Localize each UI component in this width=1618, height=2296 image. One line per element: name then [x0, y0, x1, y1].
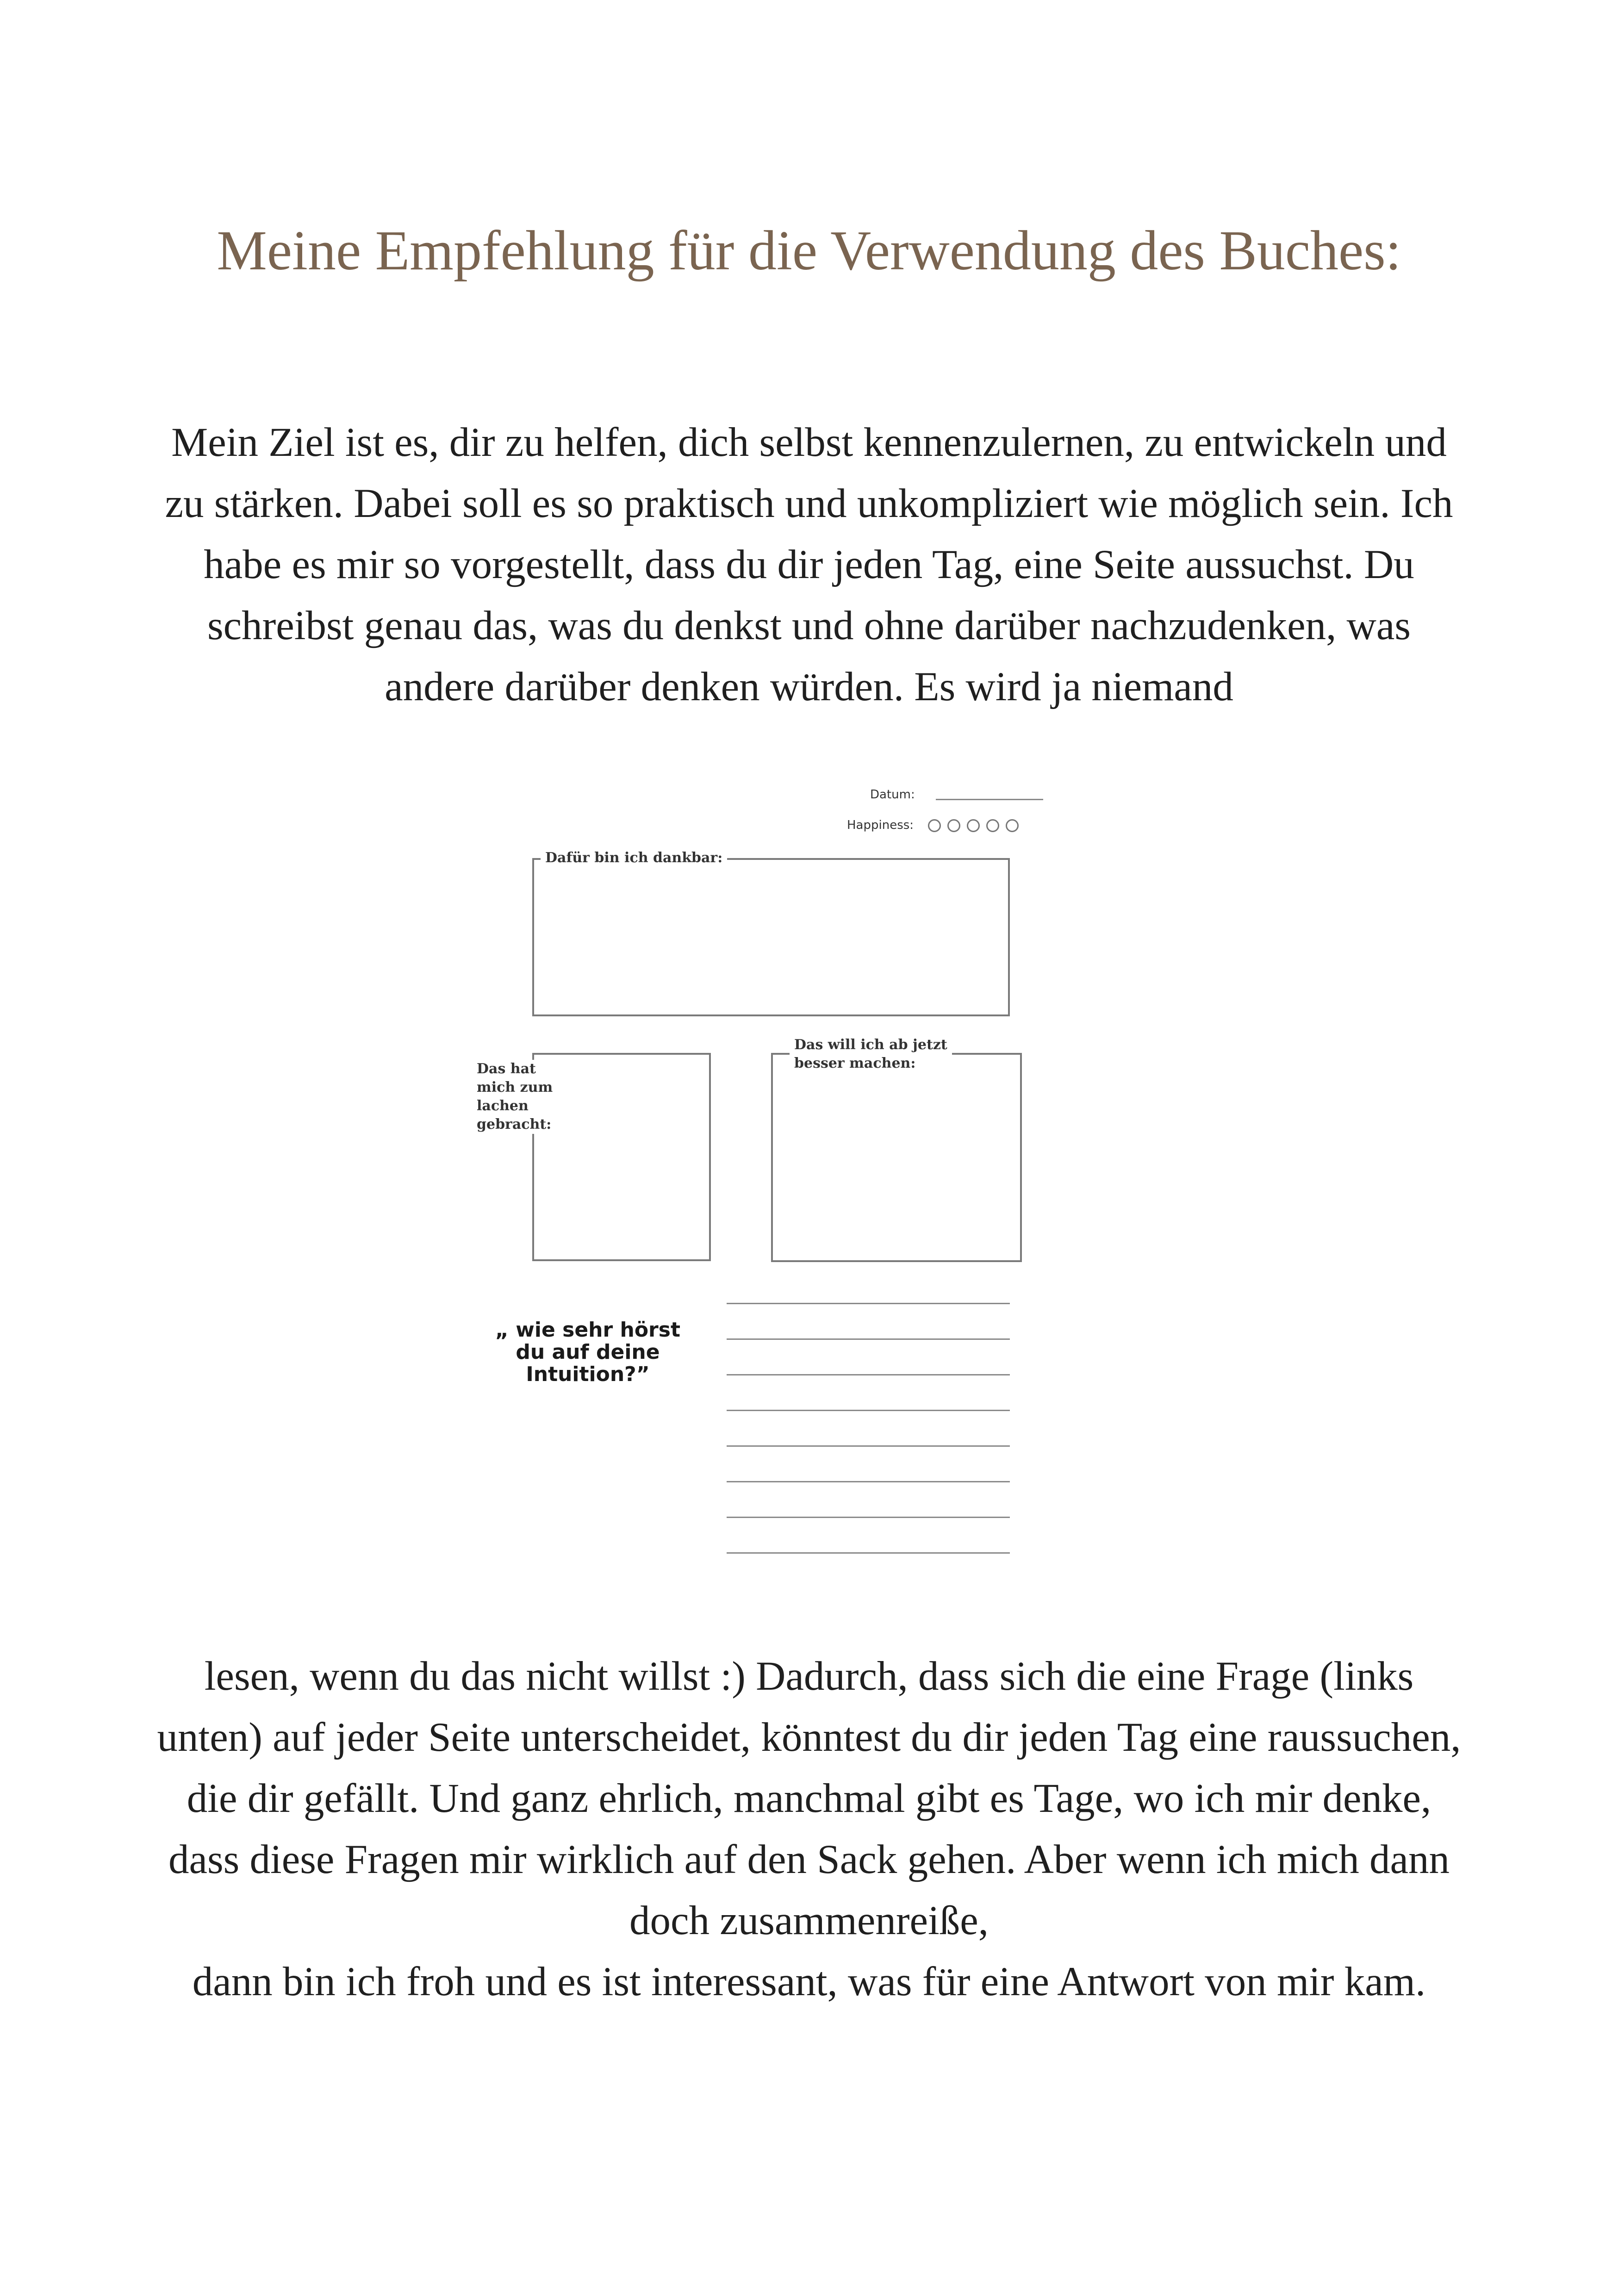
paragraph-line: nachzudenken, was andere darüber denken würden. Es wird ja niemand: [385, 603, 1411, 709]
paragraph-line: Mein Ziel ist es, dir zu helfen, dich selbst kennenzulernen, zu entwickeln: [171, 420, 1375, 465]
happiness-circle: [1006, 819, 1019, 832]
paragraph-line: ich mir denke, dass diese Fragen mir wirklich auf den Sack gehen. Aber: [168, 1776, 1431, 1882]
paragraph-line: aussuchst. Du schreibst genau das, was du denkst und ohne darüber: [207, 542, 1414, 648]
laugh-label: Das hat mich zum lachen gebracht:: [477, 1060, 553, 1134]
journal-page-preview: [477, 764, 1078, 1578]
paragraph-line: unten) auf jeder Seite unterscheidet, könntest du dir jeden Tag eine: [157, 1715, 1257, 1760]
paragraph-line: dann bin ich froh und es ist interessant, was für eine Antwort von mir: [192, 1959, 1334, 2004]
paragraph-line: raussuchen, die dir gefällt. Und ganz ehrlich, manchmal gibt es Tage, wo: [187, 1715, 1461, 1821]
answer-line: [727, 1552, 1010, 1554]
answer-line: [727, 1374, 1010, 1375]
improve-box: [771, 1053, 1022, 1262]
happiness-circle: [928, 819, 941, 832]
paragraph-line: kam.: [1344, 1959, 1426, 2004]
date-line: [936, 799, 1043, 800]
outro-paragraph: [148, 1646, 1470, 2012]
paragraph-line: lesen, wenn du das nicht willst :) Dadurch, dass sich die eine Frage (links: [204, 1654, 1414, 1699]
happiness-circle: [986, 819, 999, 832]
happiness-circle: [947, 819, 960, 832]
intro-paragraph: [148, 412, 1470, 717]
answer-line: [727, 1338, 1010, 1340]
paragraph-line: sein. Ich habe es mir so vorgestellt, dass du dir jeden Tag, eine Seite: [204, 481, 1453, 587]
happiness-label: Happiness:: [847, 818, 914, 832]
daily-question: „ wie sehr hörst du auf deine Intuition?”: [495, 1318, 680, 1386]
answer-line: [727, 1481, 1010, 1482]
grateful-label: Dafür bin ich dankbar:: [541, 849, 727, 867]
grateful-box: [532, 858, 1010, 1016]
laugh-box: [532, 1053, 711, 1261]
page-title: Meine Empfehlung für die Verwendung des Buches:: [217, 219, 1401, 282]
answer-line: [727, 1410, 1010, 1411]
answer-line: [727, 1445, 1010, 1447]
happiness-circle: [967, 819, 980, 832]
paragraph-line: wenn ich mich dann doch zusammenreiße,: [629, 1837, 1450, 1943]
improve-label: Das will ich ab jetzt besser machen:: [790, 1036, 952, 1073]
answer-line: [727, 1303, 1010, 1304]
paragraph-line: und zu stärken. Dabei soll es so praktisch und unkompliziert wie möglich: [165, 420, 1447, 526]
answer-line: [727, 1517, 1010, 1518]
date-label: Datum:: [870, 788, 915, 802]
